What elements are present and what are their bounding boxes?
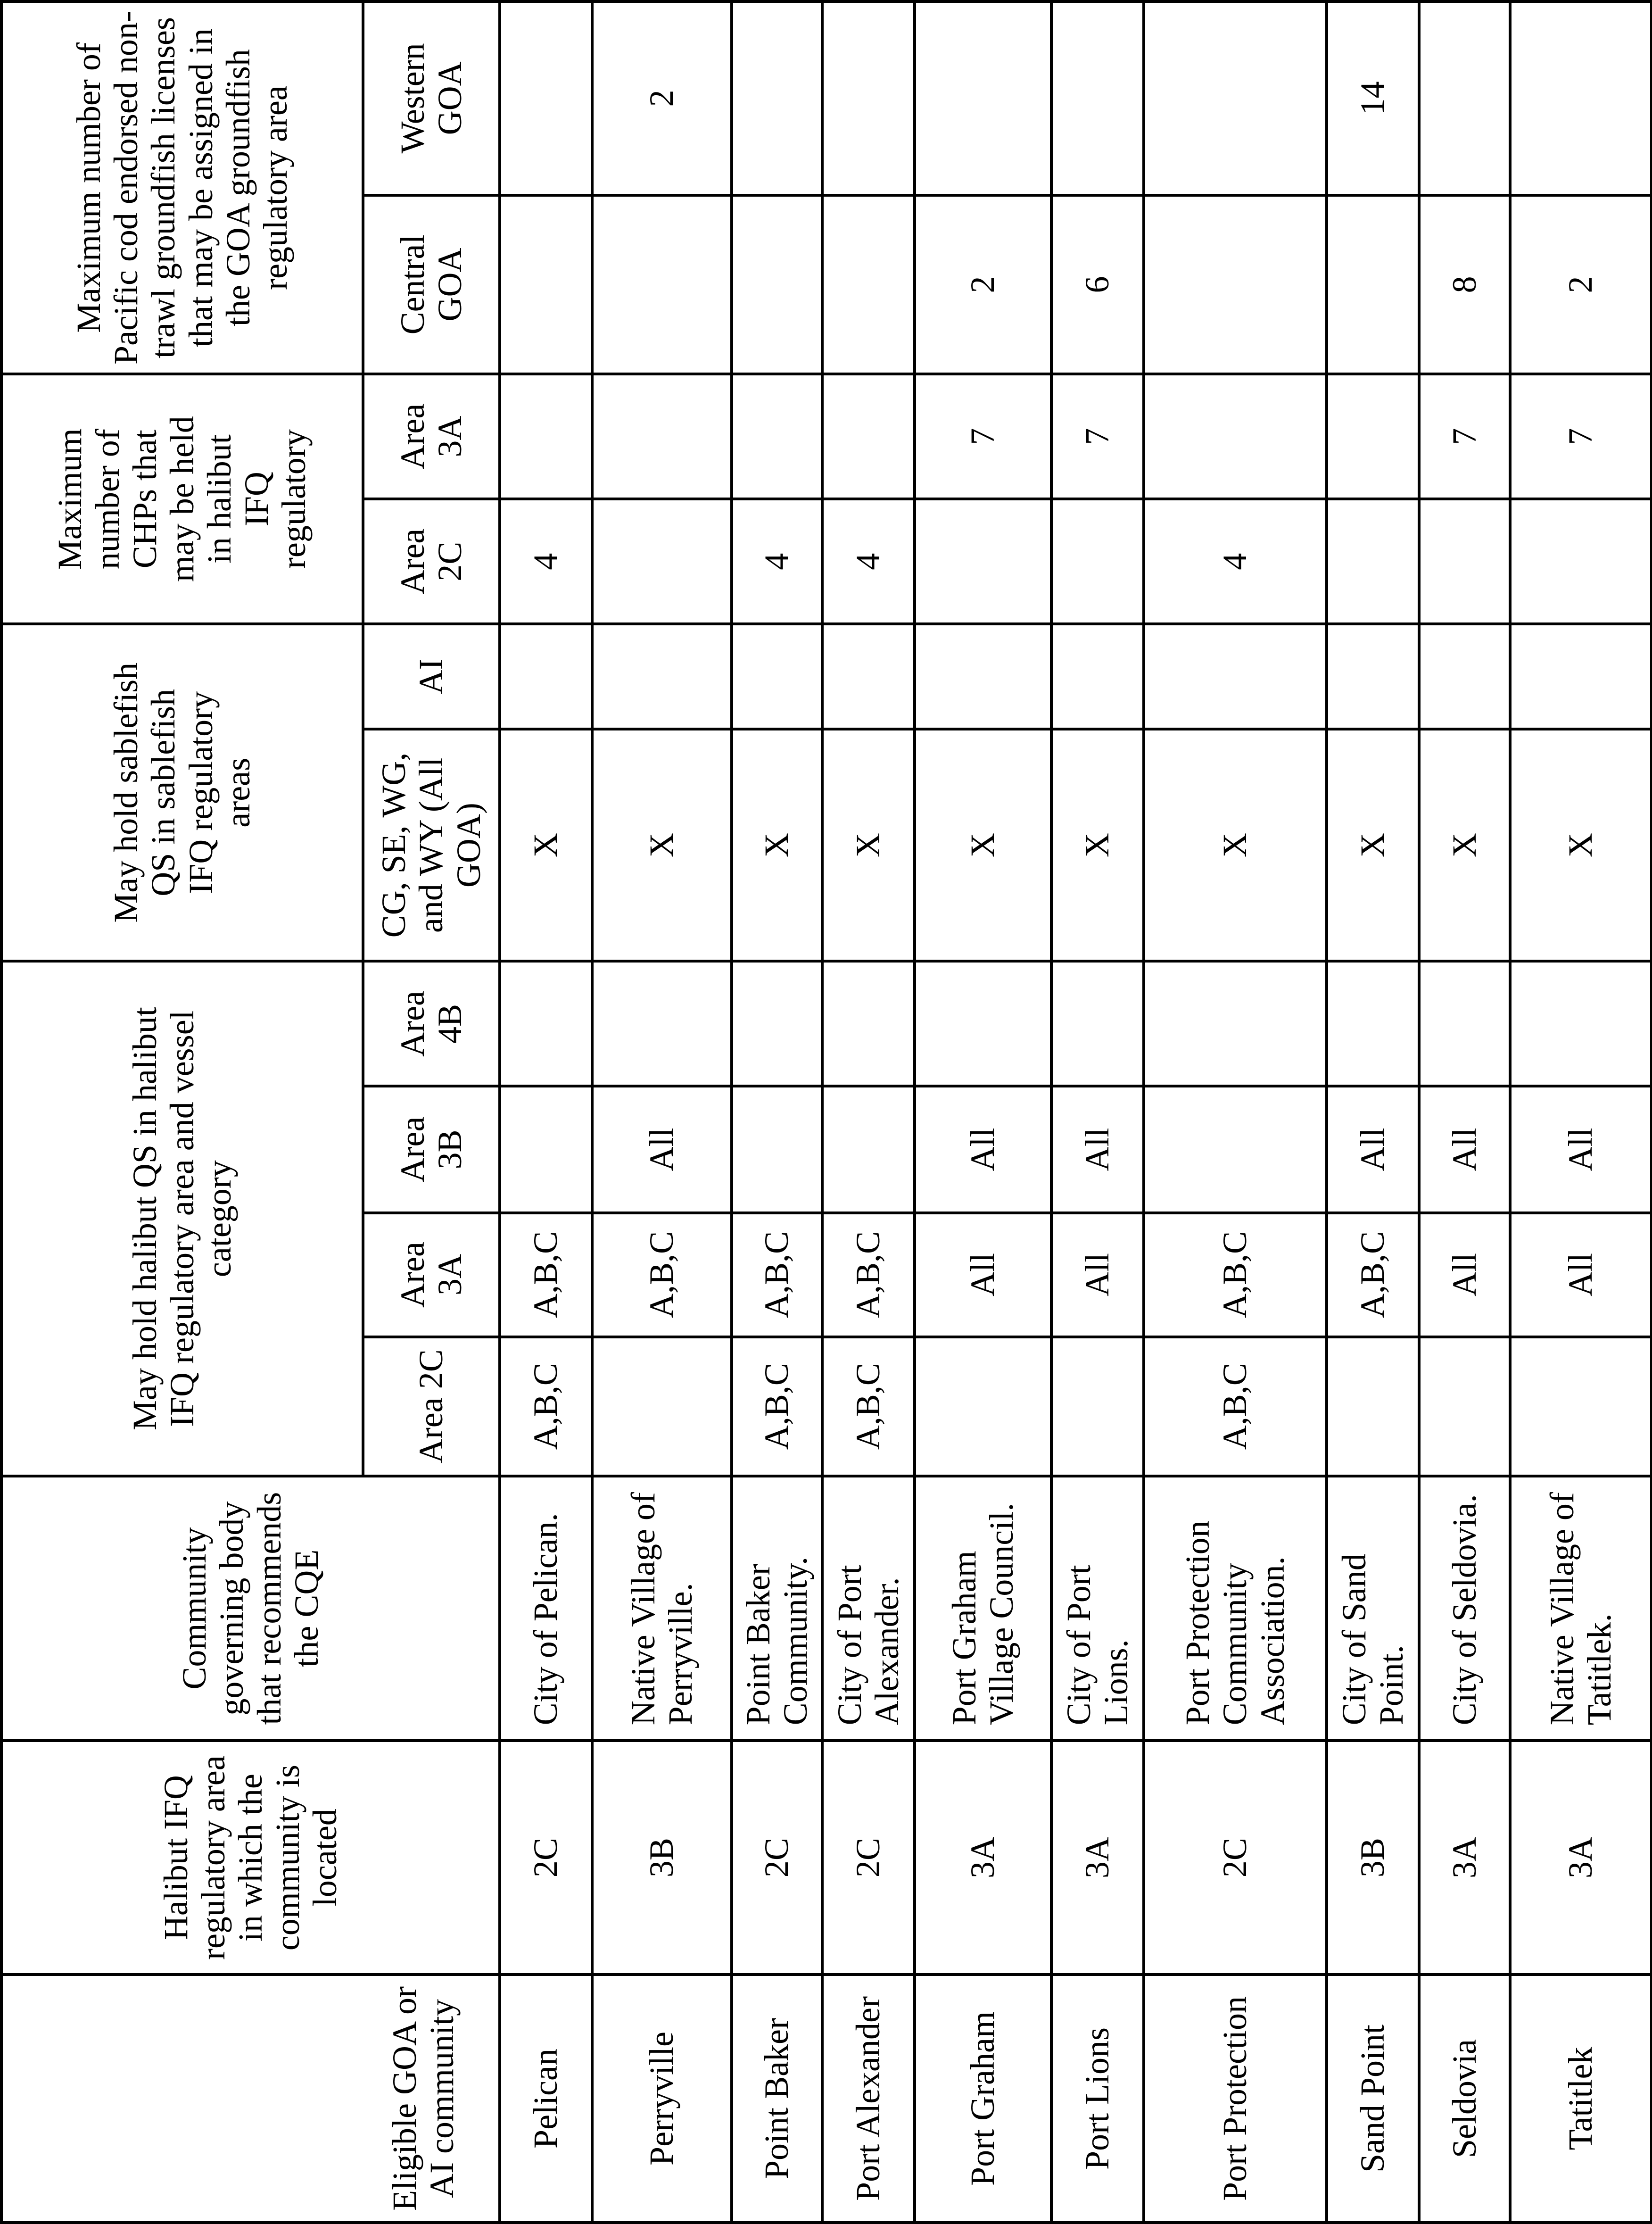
halibut-3a: A,B,C [822,1213,915,1337]
sablefish-ai [500,624,592,729]
chp-3a: 7 [1419,374,1510,499]
halibut-2c [915,1337,1051,1476]
governing-body: City of Pelican. [500,1476,592,1741]
chp-3a: 7 [1051,374,1144,499]
halibut-4b [732,961,822,1086]
pcod-central: 6 [1051,195,1144,374]
halibut-4b [592,961,732,1086]
governing-body: Point Baker Community. [732,1476,822,1741]
governing-body: Port Graham Village Council. [915,1476,1051,1741]
pcod-central [822,195,915,374]
sablefish-goa: X [1419,729,1510,962]
chp-3a: 7 [1510,374,1652,499]
community-name: Sand Point [1327,1975,1419,2223]
halibut-area: 3B [1327,1741,1419,1975]
halibut-2c: A,B,C [500,1337,592,1476]
pcod-central [732,195,822,374]
table-row [732,1,822,2223]
table-row [915,1,1051,2223]
chp-2c [592,499,732,624]
table-row [592,1,732,2223]
sablefish-ai [1510,624,1652,729]
sablefish-ai [1051,624,1144,729]
sablefish-goa: X [592,729,732,962]
sablefish-ai [1144,624,1327,729]
halibut-3a: All [1510,1213,1652,1337]
pcod-central [1144,195,1327,374]
chp-2c: 4 [1144,499,1327,624]
halibut-3a: A,B,C [732,1213,822,1337]
chp-2c: 4 [822,499,915,624]
chp-2c: 4 [500,499,592,624]
halibut-3b: All [592,1086,732,1212]
chp-2c [915,499,1051,624]
halibut-4b [1327,961,1419,1086]
community-name: Port Lions [1051,1975,1144,2223]
halibut-area: 2C [1144,1741,1327,1975]
community-name: Pelican [500,1975,592,2223]
sablefish-goa: X [915,729,1051,962]
subheader-sablefish-ai: AI [363,624,500,729]
table-row [1327,1,1419,2223]
halibut-2c: A,B,C [1144,1337,1327,1476]
pcod-western: 2 [592,1,732,195]
sablefish-goa: X [500,729,592,962]
halibut-4b [915,961,1051,1086]
pcod-western [500,1,592,195]
halibut-3a: A,B,C [500,1213,592,1337]
header-governing-body: Community governing body that recommends the CQE [1,1476,500,1741]
table-row [1419,1,1510,2223]
header-community: Eligible GOA or AI community [1,1975,500,2223]
header-halibut-qs: May hold halibut QS in halibut IFQ regulatory area and vessel category [1,961,363,1476]
halibut-2c: A,B,C [732,1337,822,1476]
halibut-4b [1510,961,1652,1086]
sablefish-goa: X [1327,729,1419,962]
halibut-3b [732,1086,822,1212]
halibut-3a: A,B,C [592,1213,732,1337]
halibut-2c [1419,1337,1510,1476]
halibut-3b: All [1327,1086,1419,1212]
halibut-3a: All [1419,1213,1510,1337]
sablefish-goa: X [822,729,915,962]
halibut-3b [500,1086,592,1212]
halibut-area: 3A [1510,1741,1652,1975]
subheader-chp-2c: Area 2C [363,499,500,624]
community-name: Port Protection [1144,1975,1327,2223]
pcod-central: 2 [1510,195,1652,374]
subheader-halibut-3a: Area 3A [363,1213,500,1337]
table-row [1510,1,1652,2223]
pcod-western [915,1,1051,195]
halibut-area: 2C [732,1741,822,1975]
sablefish-goa: X [1051,729,1144,962]
header-chps: Maximum number of CHPs that may be held in halibut IFQ regulatory [1,374,363,624]
sablefish-ai [915,624,1051,729]
table-row [1051,1,1144,2223]
halibut-2c [592,1337,732,1476]
halibut-2c: A,B,C [822,1337,915,1476]
halibut-3a: All [915,1213,1051,1337]
halibut-3b: All [1051,1086,1144,1212]
halibut-area: 2C [500,1741,592,1975]
pcod-western [732,1,822,195]
halibut-4b [1144,961,1327,1086]
chp-3a [500,374,592,499]
chp-3a [732,374,822,499]
chp-2c: 4 [732,499,822,624]
header-sablefish-qs: May hold sablefish QS in sablefish IFQ regulatory areas [1,624,363,961]
halibut-area: 3A [1051,1741,1144,1975]
pcod-central: 2 [915,195,1051,374]
pcod-western [1051,1,1144,195]
sablefish-goa: X [1144,729,1327,962]
halibut-3b [822,1086,915,1212]
pcod-central: 8 [1419,195,1510,374]
chp-2c [1419,499,1510,624]
subheader-halibut-3b: Area 3B [363,1086,500,1212]
sablefish-ai [592,624,732,729]
halibut-4b [1051,961,1144,1086]
chp-2c [1510,499,1652,624]
halibut-4b [500,961,592,1086]
sablefish-ai [1327,624,1419,729]
sablefish-ai [822,624,915,729]
halibut-3a: All [1051,1213,1144,1337]
chp-3a [822,374,915,499]
governing-body: City of Sand Point. [1327,1476,1419,1741]
pcod-central [1327,195,1419,374]
halibut-4b [822,961,915,1086]
community-name: Tatitlek [1510,1975,1652,2223]
sablefish-goa: X [1510,729,1652,962]
halibut-3b: All [915,1086,1051,1212]
halibut-2c [1327,1337,1419,1476]
pcod-western [822,1,915,195]
subheader-pcod-central: Central GOA [363,195,500,374]
sablefish-ai [1419,624,1510,729]
pcod-western [1144,1,1327,195]
halibut-3a: A,B,C [1327,1213,1419,1337]
header-pcod: Maximum number of Pacific cod endorsed non-trawl groundfish licenses that may be assigned in the GOA groundfish regulatory area [1,1,363,374]
governing-body: City of Port Lions. [1051,1476,1144,1741]
governing-body: City of Port Alexander. [822,1476,915,1741]
table-row [822,1,915,2223]
chp-3a: 7 [915,374,1051,499]
table-row [500,1,592,2223]
governing-body: Native Village of Tatitlek. [1510,1476,1652,1741]
pcod-central [592,195,732,374]
subheader-halibut-4b: Area 4B [363,961,500,1086]
community-name: Port Alexander [822,1975,915,2223]
header-halibut-area: Halibut IFQ regulatory area in which the community is located [1,1741,500,1975]
halibut-3b [1144,1086,1327,1212]
halibut-2c [1510,1337,1652,1476]
halibut-4b [1419,961,1510,1086]
community-name: Perryville [592,1975,732,2223]
subheader-halibut-2c: Area 2C [363,1337,500,1476]
pcod-western: 14 [1327,1,1419,195]
halibut-area: 3A [915,1741,1051,1975]
subheader-chp-3a: Area 3A [363,374,500,499]
pcod-western [1419,1,1510,195]
halibut-3b: All [1510,1086,1652,1212]
pcod-western [1510,1,1652,195]
halibut-3b: All [1419,1086,1510,1212]
chp-2c [1051,499,1144,624]
governing-body: Native Village of Perryville. [592,1476,732,1741]
halibut-2c [1051,1337,1144,1476]
subheader-pcod-western: Western GOA [363,1,500,195]
community-name: Port Graham [915,1975,1051,2223]
chp-2c [1327,499,1419,624]
halibut-3a: A,B,C [1144,1213,1327,1337]
governing-body: Port Protection Community Association. [1144,1476,1327,1741]
community-name: Point Baker [732,1975,822,2223]
community-name: Seldovia [1419,1975,1510,2223]
table-row [1144,1,1327,2223]
halibut-area: 2C [822,1741,915,1975]
subheader-sablefish-goa: CG, SE, WG, and WY (All GOA) [363,729,500,962]
chp-3a [592,374,732,499]
pcod-central [500,195,592,374]
sablefish-goa: X [732,729,822,962]
sablefish-ai [732,624,822,729]
halibut-area: 3B [592,1741,732,1975]
governing-body: City of Seldovia. [1419,1476,1510,1741]
halibut-area: 3A [1419,1741,1510,1975]
chp-3a [1144,374,1327,499]
chp-3a [1327,374,1419,499]
